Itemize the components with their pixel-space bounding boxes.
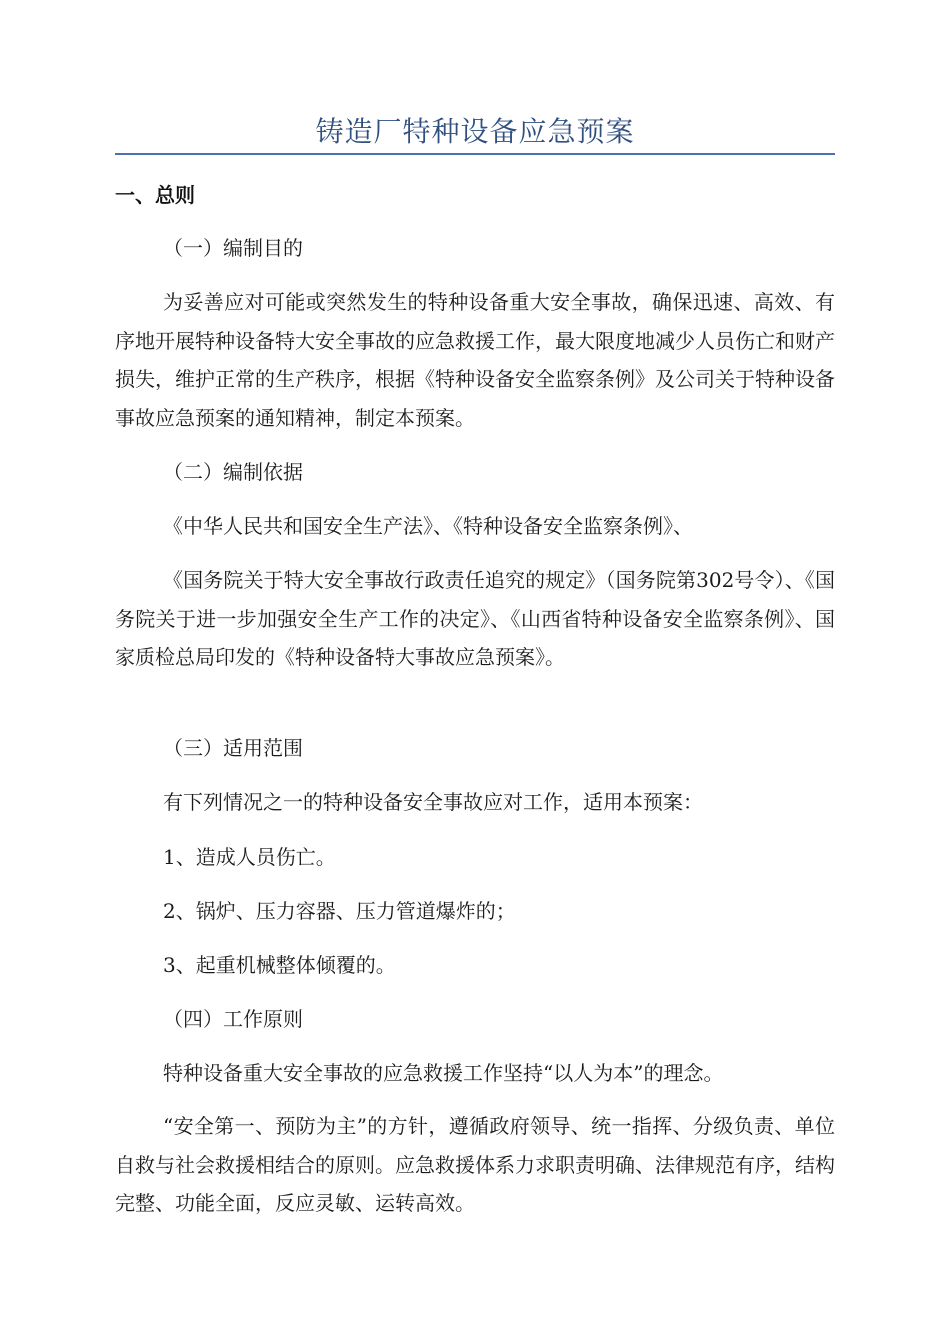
paragraph-principles: “安全第一、预防为主”的方针，遵循政府领导、统一指挥、分级负责、单位自救与社会救援相结合的原则。应急救援体系力求职责明确、法律规范有序，结构完整、功能全面，反应灵敏、运转高效。 — [115, 1114, 835, 1215]
title-underline — [115, 153, 835, 155]
list-item: 1、造成人员伤亡。 — [163, 845, 336, 869]
paragraph-principles-line1: 特种设备重大安全事故的应急救援工作坚持“以人为本”的理念。 — [163, 1061, 724, 1085]
subheading-scope: （三）适用范围 — [163, 736, 303, 760]
subheading-principles: （四）工作原则 — [163, 1007, 303, 1031]
list-item: 2、锅炉、压力容器、压力管道爆炸的； — [163, 899, 516, 923]
section-heading-general: 一、总则 — [115, 183, 195, 207]
subheading-purpose: （一）编制目的 — [163, 236, 303, 260]
list-item: 3、起重机械整体倾覆的。 — [163, 953, 396, 977]
paragraph-basis: 《国务院关于特大安全事故行政责任追究的规定》（国务院第302号令）、《国务院关于进一步加强安全生产工作的决定》、《山西省特种设备安全监察条例》、国家质检总局印发的《特种设备特大事故应急预案》。 — [115, 568, 835, 669]
paragraph-purpose: 为妥善应对可能或突然发生的特种设备重大安全事故，确保迅速、高效、有序地开展特种设备特大安全事故的应急救援工作，最大限度地减少人员伤亡和财产损失，维护正常的生产秩序，根据《特种设备安全监察条例》及公司关于特种设备事故应急预案的通知精神，制定本预案。 — [115, 290, 835, 430]
subheading-basis: （二）编制依据 — [163, 460, 303, 484]
document-title: 铸造厂特种设备应急预案 — [315, 115, 635, 148]
paragraph-scope-intro: 有下列情况之一的特种设备安全事故应对工作，适用本预案： — [163, 790, 703, 814]
paragraph-basis-line1: 《中华人民共和国安全生产法》、《特种设备安全监察条例》、 — [163, 514, 693, 538]
